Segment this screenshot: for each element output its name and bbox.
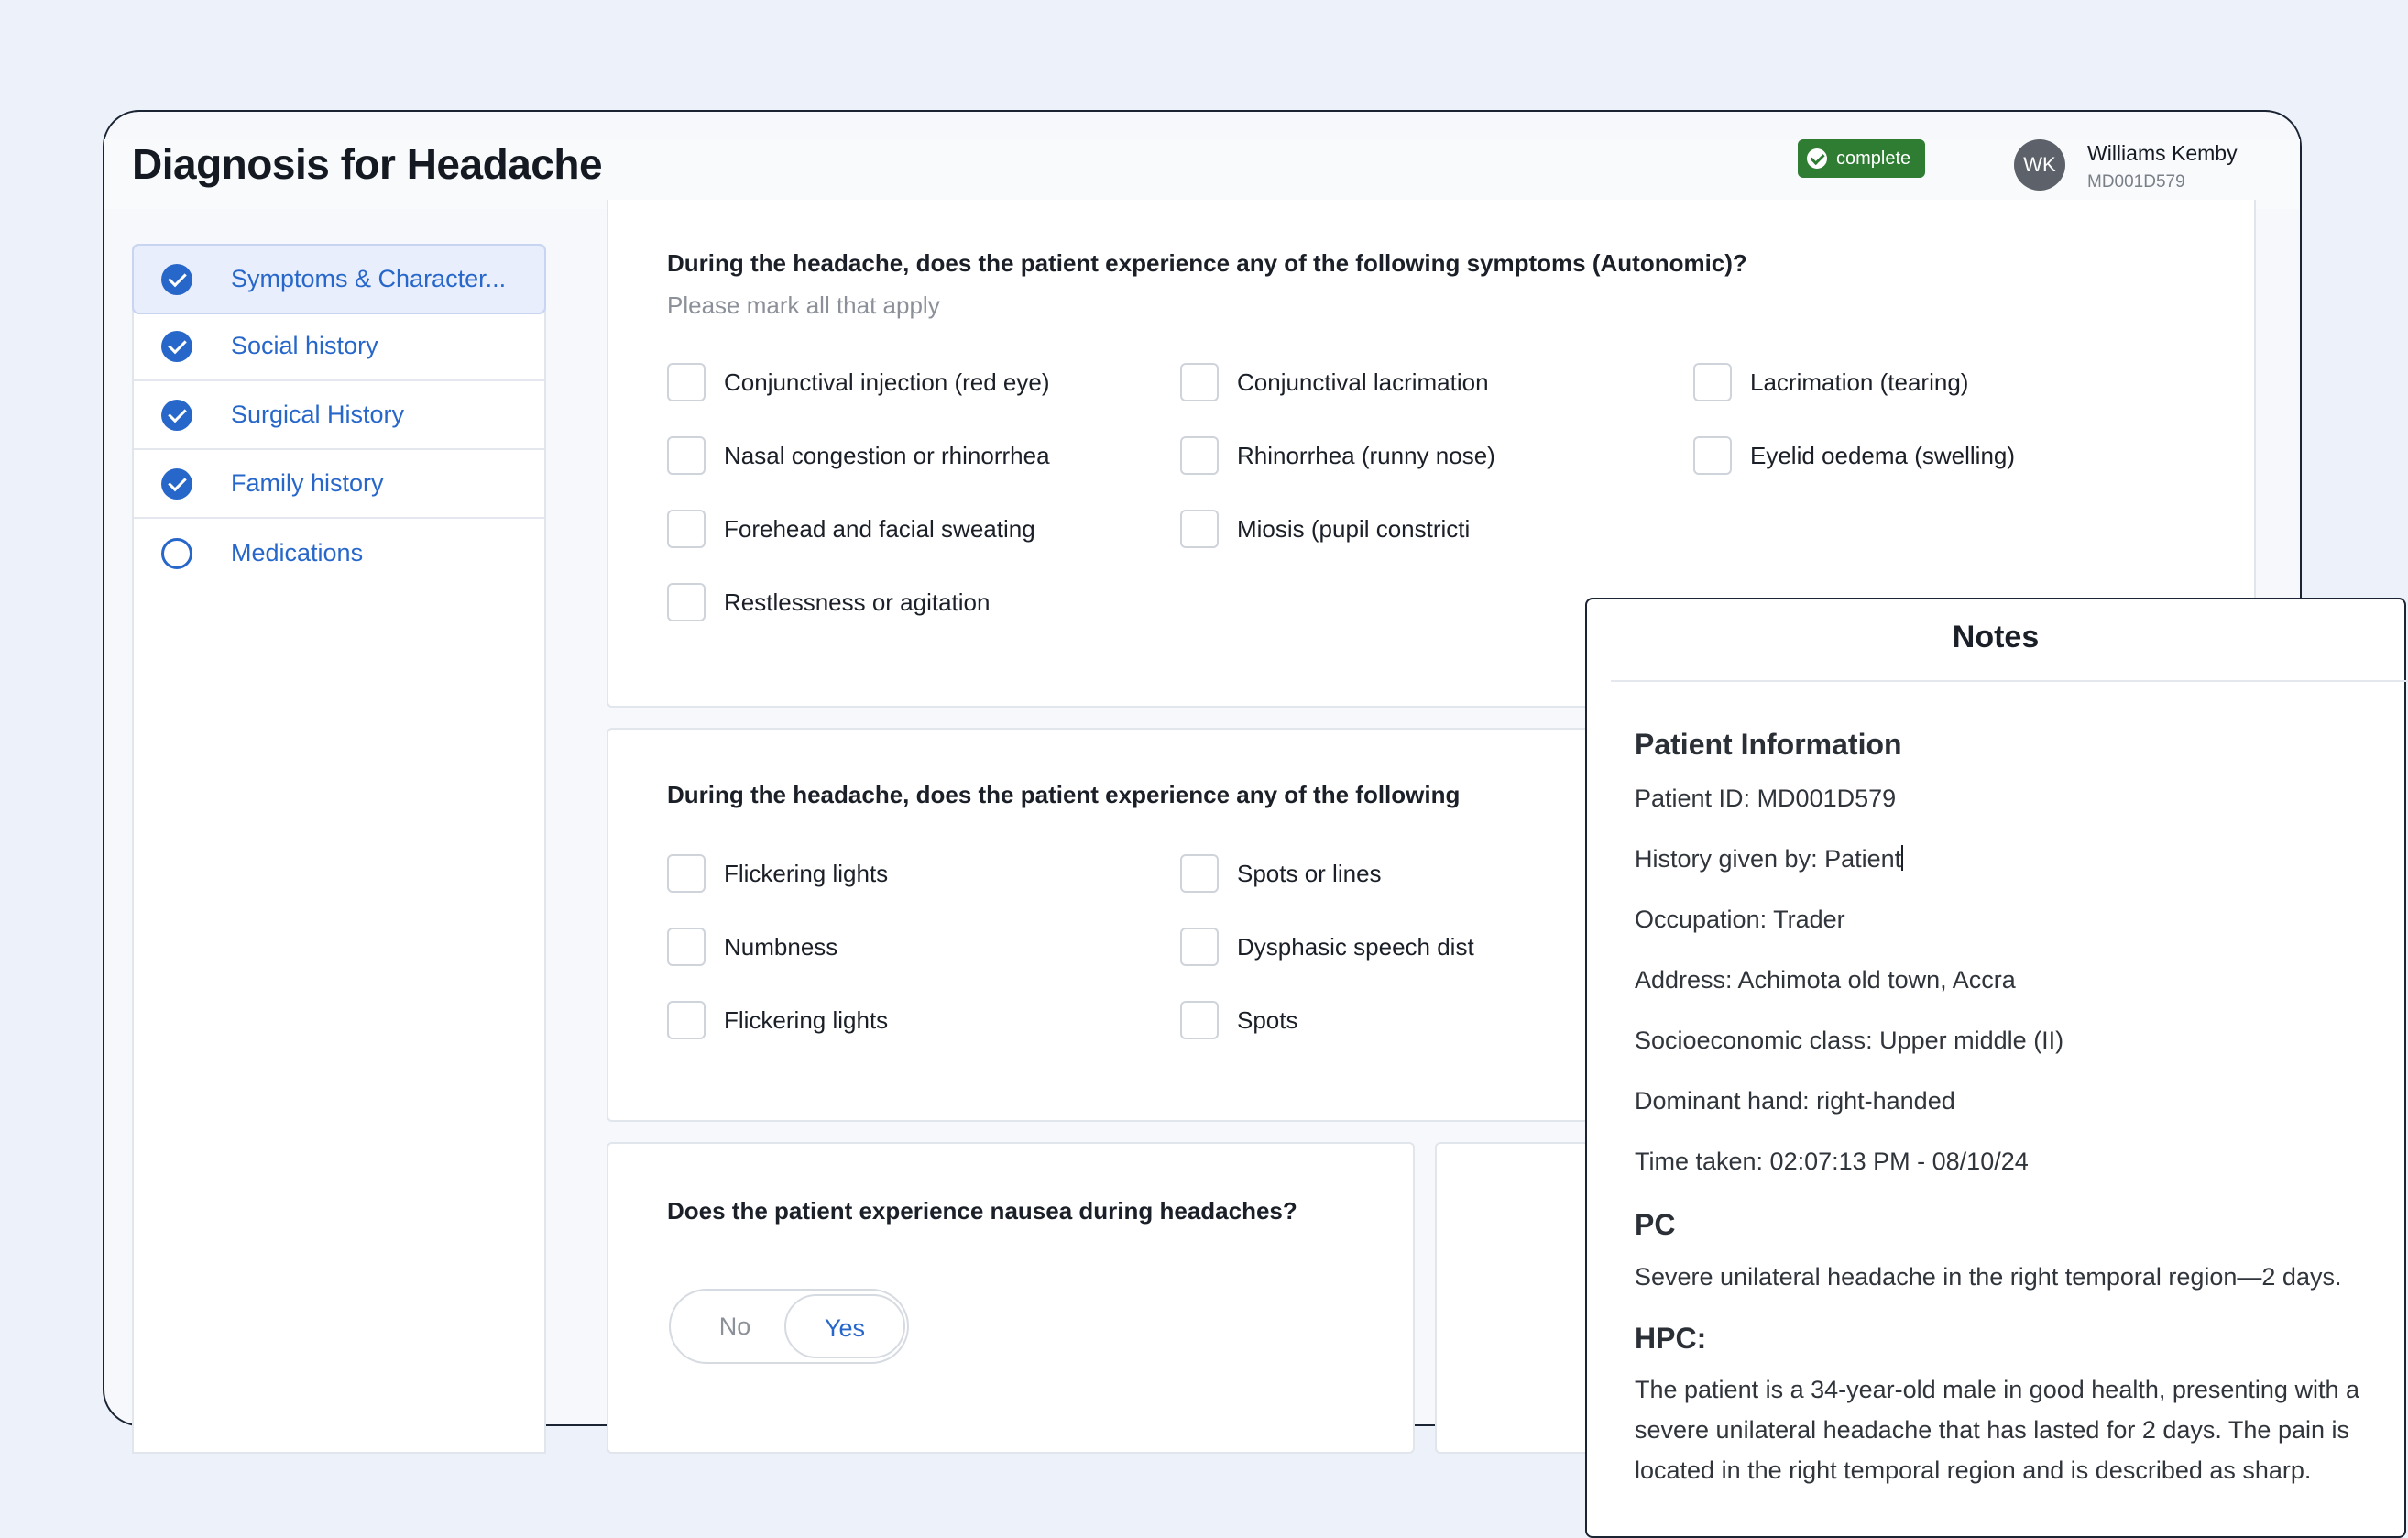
patient-info-heading: Patient Information bbox=[1635, 728, 1902, 761]
checkbox-option[interactable]: Rhinorrhea (runny nose) bbox=[1180, 436, 1495, 475]
checkbox[interactable] bbox=[667, 363, 706, 401]
avatar[interactable]: WK bbox=[2014, 139, 2065, 191]
checkbox-option[interactable]: Dysphasic speech dist bbox=[1180, 928, 1474, 966]
check-circle-icon bbox=[161, 331, 192, 362]
sidebar-item-label: Social history bbox=[231, 332, 378, 359]
status-label: complete bbox=[1836, 148, 1911, 169]
occupation-line: Occupation: Trader bbox=[1635, 906, 1845, 933]
checkbox[interactable] bbox=[667, 1001, 706, 1039]
sidebar-item-medications[interactable] bbox=[134, 519, 544, 588]
sidebar-item-label: Medications bbox=[231, 539, 364, 566]
checkbox[interactable] bbox=[1693, 436, 1732, 475]
pc-text: Severe unilateral headache in the right temporal region—2 days. bbox=[1635, 1263, 2342, 1291]
checkbox-option[interactable]: Conjunctival injection (red eye) bbox=[667, 363, 1050, 401]
user-name: Williams Kemby bbox=[2087, 141, 2238, 165]
time-taken-line: Time taken: 02:07:13 PM - 08/10/24 bbox=[1635, 1148, 2029, 1175]
checkbox-option[interactable]: Eyelid oedema (swelling) bbox=[1693, 436, 2015, 475]
checkbox[interactable] bbox=[1180, 854, 1219, 893]
checkbox[interactable] bbox=[667, 510, 706, 548]
checkbox[interactable] bbox=[1180, 510, 1219, 548]
checkbox[interactable] bbox=[1180, 436, 1219, 475]
sidebar-item-social-history[interactable] bbox=[134, 313, 544, 381]
checkbox[interactable] bbox=[667, 854, 706, 893]
empty-circle-icon bbox=[161, 538, 192, 569]
checkbox-option[interactable]: Restlessness or agitation bbox=[667, 583, 990, 621]
checkbox-option[interactable]: Flickering lights bbox=[667, 854, 888, 893]
checkbox-option[interactable]: Flickering lights bbox=[667, 1001, 888, 1039]
checkbox-option[interactable]: Nasal congestion or rhinorrhea bbox=[667, 436, 1050, 475]
sidebar-item-label: Symptoms & Character... bbox=[231, 265, 507, 292]
check-circle-icon bbox=[161, 264, 192, 295]
check-circle-icon bbox=[1807, 148, 1827, 169]
question-hint: Please mark all that apply bbox=[667, 291, 940, 319]
divider bbox=[1611, 680, 2408, 682]
address-line: Address: Achimota old town, Accra bbox=[1635, 966, 2016, 994]
checkbox-option[interactable]: Numbness bbox=[667, 928, 837, 966]
nausea-yes-no-toggle[interactable] bbox=[669, 1289, 909, 1364]
checkbox-option[interactable]: Forehead and facial sweating bbox=[667, 510, 1035, 548]
history-given-by-line[interactable] bbox=[1635, 845, 1903, 873]
app-window bbox=[103, 110, 2359, 1484]
question-title: Does the patient experience nausea during headaches? bbox=[667, 1197, 1297, 1225]
history-given-by-text: History given by: Patient bbox=[1635, 845, 1902, 873]
checkbox-option[interactable]: Spots or lines bbox=[1180, 854, 1382, 893]
status-badge bbox=[1798, 139, 1925, 178]
toggle-yes-option[interactable]: Yes bbox=[784, 1294, 905, 1358]
checkbox[interactable] bbox=[667, 436, 706, 475]
checkbox-option[interactable]: Miosis (pupil constricti bbox=[1180, 510, 1470, 548]
checkbox[interactable] bbox=[1693, 363, 1732, 401]
patient-id-line: Patient ID: MD001D579 bbox=[1635, 785, 1897, 812]
sidebar-item-family-history[interactable] bbox=[134, 450, 544, 519]
pc-heading: PC bbox=[1635, 1208, 1676, 1241]
checkbox-option[interactable]: Spots bbox=[1180, 1001, 1298, 1039]
toggle-no-option[interactable]: No bbox=[718, 1313, 751, 1340]
sidebar-item-surgical-history[interactable] bbox=[134, 381, 544, 450]
page-title: Diagnosis for Headache bbox=[132, 140, 603, 188]
notes-title: Notes bbox=[1952, 620, 2040, 654]
hpc-heading: HPC: bbox=[1635, 1322, 1707, 1355]
checkbox[interactable] bbox=[1180, 363, 1219, 401]
sidebar-item-label: Surgical History bbox=[231, 401, 405, 428]
socioeconomic-class-line: Socioeconomic class: Upper middle (II) bbox=[1635, 1027, 2064, 1054]
checkbox[interactable] bbox=[1180, 1001, 1219, 1039]
checkbox-option[interactable]: Lacrimation (tearing) bbox=[1693, 363, 1968, 401]
checkbox-option[interactable]: Conjunctival lacrimation bbox=[1180, 363, 1489, 401]
sidebar-item-label: Family history bbox=[231, 469, 384, 497]
question-title: During the headache, does the patient experience any of the following bbox=[667, 781, 1461, 808]
sidebar-item-symptoms[interactable] bbox=[132, 244, 546, 314]
checkbox[interactable] bbox=[667, 928, 706, 966]
sidebar bbox=[132, 244, 546, 1454]
user-id: MD001D579 bbox=[2087, 172, 2185, 192]
nausea-card bbox=[607, 1142, 1415, 1454]
checkbox[interactable] bbox=[1180, 928, 1219, 966]
notes-panel[interactable] bbox=[1585, 598, 2406, 1538]
checkbox[interactable] bbox=[667, 583, 706, 621]
check-circle-icon bbox=[161, 400, 192, 431]
hpc-text: The patient is a 34-year-old male in good health, presenting with a severe unilateral headache that has lasted for 2 days. The pain is located in the right temporal region and is described as sharp. bbox=[1635, 1376, 2359, 1484]
text-cursor bbox=[1901, 845, 1903, 871]
dominant-hand-line: Dominant hand: right-handed bbox=[1635, 1087, 1955, 1115]
check-circle-icon bbox=[161, 468, 192, 500]
question-title: During the headache, does the patient experience any of the following symptoms (Autonomic)? bbox=[667, 249, 1747, 277]
